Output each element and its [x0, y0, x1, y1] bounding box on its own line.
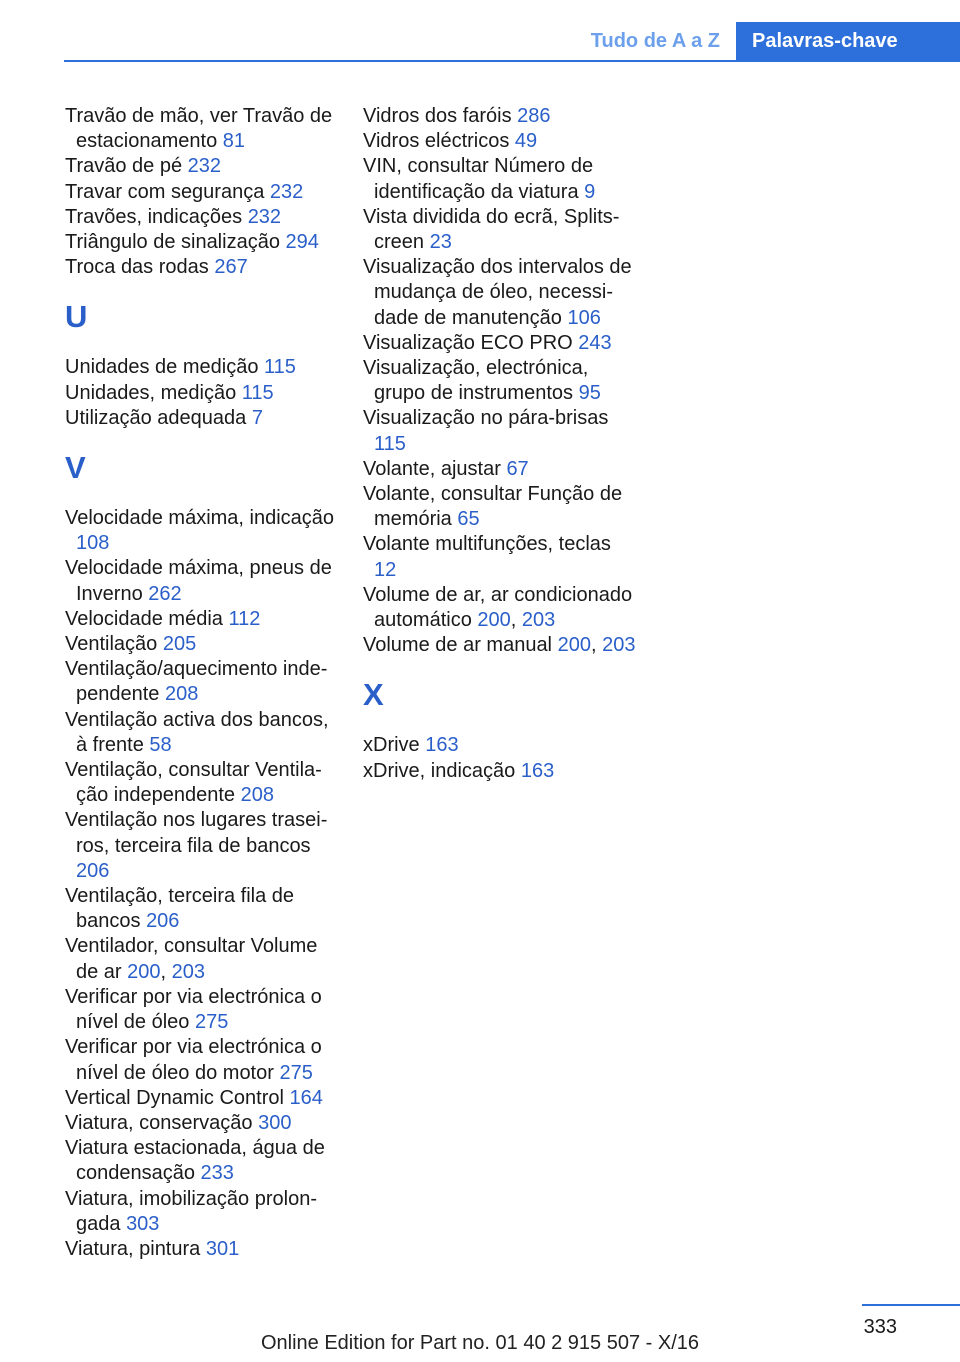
index-entry-term: Ventilador, consultar Volume de ar [65, 935, 318, 983]
index-entry [363, 205, 638, 255]
index-entry [65, 1136, 340, 1186]
page-reference-link[interactable]: 286 [517, 105, 551, 127]
index-entry-term: Volante, consultar Função de memória [363, 483, 623, 531]
page-reference-link[interactable]: 301 [205, 1237, 240, 1260]
index-entry-term: Triângulo de sinalização [65, 231, 280, 254]
page-reference-link[interactable]: 262 [148, 582, 182, 605]
index-entry-term: Ventilação, consultar Ventilação independente [65, 759, 322, 807]
page-reference-link[interactable]: 233 [200, 1162, 234, 1185]
index-entry-term: Velocidade máxima, indicação [65, 507, 335, 530]
index-entry: Ventilador, consultar Volume de ar 200, 203 [65, 935, 318, 983]
index-entry [65, 1035, 340, 1085]
page-reference-link[interactable]: 23 [429, 231, 452, 254]
index-entry [363, 331, 638, 356]
index-entry [65, 884, 340, 934]
index-entry-term: Volante, ajustar [363, 457, 501, 480]
page-reference-link[interactable]: 232 [187, 155, 222, 178]
header-tab-keywords [736, 22, 960, 61]
page-number-rule [862, 1304, 960, 1306]
page-reference-link[interactable]: 243 [578, 331, 612, 354]
page-reference-link[interactable]: 203 [602, 634, 636, 657]
index-entry-term: Unidades, medição [65, 381, 237, 404]
index-entry [65, 985, 340, 1035]
page-reference-link[interactable]: 275 [279, 1061, 313, 1084]
page-reference-link[interactable]: 58 [149, 733, 172, 756]
page-reference-link[interactable]: 232 [269, 180, 304, 203]
page-reference-link[interactable]: 49 [514, 130, 538, 153]
index-entry-term: Vidros eléctricos [363, 130, 510, 153]
page-reference-link[interactable]: 81 [222, 130, 246, 153]
index-entry-term: Velocidade máxima, pneus de Inverno [65, 557, 332, 605]
page-reference-link[interactable]: 232 [247, 205, 282, 228]
index-entry-term: Ventilação [65, 633, 158, 656]
index-entry [363, 356, 638, 406]
index-column-2 [363, 104, 638, 784]
index-entry [65, 758, 340, 808]
index-entry-term: Travar com segurança [65, 180, 265, 203]
index-entry: Volume de ar manual 200, 203 [363, 634, 636, 657]
index-entry [65, 180, 340, 205]
index-entry-term: Verificar por via electrónica o nível de óleo [65, 985, 322, 1034]
page-reference-link[interactable]: 106 [567, 306, 601, 329]
index-entry-term: xDrive, indicação [363, 759, 516, 782]
index-entry-term: Volume de ar, ar condicionado automático [363, 583, 633, 632]
footer-edition: Online Edition for Part no. 01 40 2 915 507 - X/16 [260, 1332, 700, 1354]
index-entry-term: Unidades de medição [65, 356, 259, 379]
page-reference-link[interactable]: 206 [76, 859, 110, 882]
page-reference-link[interactable]: 303 [126, 1212, 160, 1235]
page-reference-link[interactable]: 200 [477, 609, 511, 632]
index-entry [363, 104, 638, 129]
index-entry-term: xDrive [363, 734, 420, 757]
index-letter-heading: V [65, 450, 86, 486]
index-entry: Volume de ar, ar condicionado automático 200, 203 [363, 583, 633, 632]
index-entry [363, 255, 638, 331]
index-entry [65, 104, 340, 154]
page-reference-link[interactable]: 164 [289, 1086, 323, 1109]
page-reference-link[interactable]: 163 [425, 734, 459, 757]
index-entry-term: Velocidade média [65, 607, 223, 630]
index-entry-term: Visualização dos intervalos de mudança de óleo, necessidade de manutenção [363, 256, 632, 329]
index-entry-term: Ventilação nos lugares traseiros, terceira fila de bancos [65, 809, 328, 857]
page-reference-link[interactable]: 7 [251, 406, 263, 429]
page-reference-link[interactable]: 163 [520, 759, 555, 782]
index-entry [65, 1111, 340, 1136]
page-reference-link[interactable]: 115 [264, 356, 296, 379]
index-entry [65, 381, 340, 406]
index-entry-term: Volante multifunções, teclas [363, 533, 611, 556]
index-entry [65, 708, 340, 758]
page-reference-link[interactable]: 12 [374, 558, 397, 581]
index-entry-term: Travões, indicações [65, 205, 243, 228]
index-entry [363, 406, 638, 456]
index-entry-term: Travão de pé [65, 155, 183, 178]
index-entry [65, 1187, 340, 1237]
page-reference-link[interactable]: 208 [240, 784, 274, 807]
index-entry-term: Viatura, conservação [65, 1111, 253, 1134]
index-entry-term: Viatura, pintura [65, 1237, 201, 1260]
page-reference-link[interactable]: 203 [171, 960, 206, 983]
index-entry [363, 482, 638, 532]
index-entry-term: Travão de mão, ver Travão de estacionamento [65, 105, 333, 153]
index-entry-term: Volume de ar manual [363, 634, 553, 657]
page-reference-link[interactable]: 108 [76, 532, 110, 555]
page-number: 333 [863, 1316, 897, 1338]
index-entry-term: Vidros dos faróis [363, 105, 512, 127]
index-entry-term: Utilização adequada [65, 406, 247, 429]
index-entry-term: Visualização no pára-brisas [363, 407, 609, 430]
index-entry [363, 457, 638, 482]
index-entry [65, 255, 340, 280]
index-entry [363, 733, 638, 758]
index-entry [363, 129, 638, 154]
index-entry [65, 406, 340, 431]
header-section-title: Tudo de A a Z [590, 30, 720, 52]
page-reference-link[interactable]: 200 [557, 634, 591, 657]
page-reference-link[interactable]: 200 [127, 960, 161, 983]
page-reference-link[interactable]: 275 [194, 1011, 229, 1034]
page-reference-link[interactable]: 208 [164, 683, 199, 706]
index-entry [65, 230, 340, 255]
index-entry [65, 657, 340, 707]
index-entry [65, 1237, 340, 1262]
page-reference-link[interactable]: 206 [146, 910, 180, 933]
index-entry [65, 1086, 340, 1111]
index-entry-term: Ventilação/aquecimento independente [65, 658, 328, 706]
index-entry [363, 532, 638, 582]
page-reference-link[interactable]: 115 [374, 432, 406, 455]
page-reference-link[interactable]: 300 [258, 1111, 292, 1134]
index-entry [363, 154, 638, 204]
header-tab-label: Palavras-chave [752, 30, 898, 52]
index-entry-term: Vista dividida do ecrã, Splitscreen [363, 205, 620, 254]
index-entry-term: Viatura estacionada, água de condensação [65, 1137, 325, 1185]
page-reference-link[interactable]: 9 [584, 180, 596, 203]
index-entry [65, 556, 340, 606]
index-entry [65, 808, 340, 884]
index-entry-term: Ventilação activa dos bancos, à frente [65, 708, 329, 756]
page-reference-link[interactable]: 95 [578, 382, 601, 405]
page-reference-link[interactable]: 112 [228, 607, 261, 630]
index-entry [65, 607, 340, 632]
header-rule [64, 60, 960, 62]
index-entry-term: Viatura, imobilização prolongada [65, 1187, 317, 1235]
index-entry [65, 205, 340, 230]
page-reference-link[interactable]: 67 [506, 457, 529, 480]
page-reference-link[interactable]: 203 [521, 609, 556, 632]
index-entry [65, 355, 340, 380]
page-reference-link[interactable]: 205 [162, 633, 197, 656]
index-entry-term: Visualização ECO PRO [363, 331, 573, 354]
index-entry [65, 506, 340, 556]
index-entry-term: Verificar por via electrónica o nível de óleo do motor [65, 1036, 322, 1084]
index-entry [65, 154, 340, 179]
index-entry-term: Troca das rodas [65, 256, 209, 279]
index-entry [65, 632, 340, 657]
page-reference-link[interactable]: 65 [457, 508, 480, 531]
index-letter-heading: U [65, 299, 88, 335]
index-entry-term: VIN, consultar Número de identificação da viatura [363, 155, 594, 203]
page-reference-link[interactable]: 267 [214, 256, 248, 279]
index-entry [363, 759, 638, 784]
index-entry-term: Vertical Dynamic Control [65, 1086, 284, 1109]
page-reference-link[interactable]: 115 [241, 381, 274, 404]
index-letter-heading: X [363, 677, 384, 713]
index-column-1 [65, 104, 340, 1262]
index-entry-term: Ventilação, terceira fila de bancos [65, 885, 295, 933]
index-entry-term: Visualização, electrónica, grupo de instrumentos [363, 357, 589, 405]
page-reference-link[interactable]: 294 [285, 231, 319, 254]
